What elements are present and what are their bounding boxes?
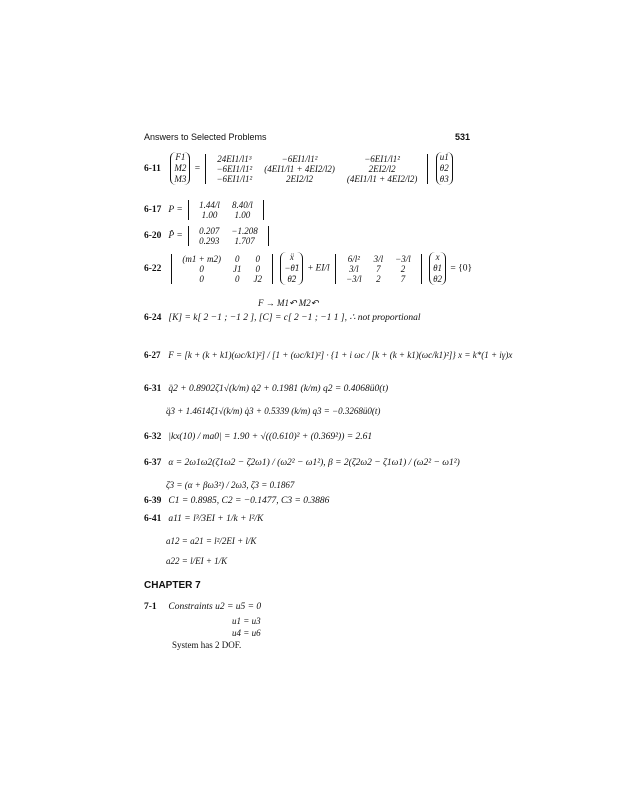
sign-labels: F → M1↶ M2↶ xyxy=(258,298,319,308)
answer-6-20 xyxy=(144,226,272,246)
matrix: 1.44/l 8.40/l 1.00 1.00 xyxy=(188,200,264,220)
mass-matrix: (m1 + m2) 0 0 0 J1 0 0 0 J2 xyxy=(171,254,273,284)
answer-6-39 xyxy=(144,496,329,506)
answer-6-17 xyxy=(144,200,267,220)
answer-6-41 xyxy=(144,514,263,524)
problem-number: 6-32 xyxy=(144,432,162,442)
problem-number: 6-39 xyxy=(144,496,162,506)
answer-6-31 xyxy=(144,384,388,394)
problem-number: 6-37 xyxy=(144,458,162,468)
force-vector xyxy=(170,152,190,185)
problem-number: 6-22 xyxy=(144,263,162,274)
answer-6-37-line-2: ζ3 = (α + βω3²) / 2ω3, ζ3 = 0.1867 xyxy=(166,480,295,490)
answer-6-31-line-2: q̈3 + 1.4614ζ1√(k/m) q̇3 + 0.5339 (k/m) q3 = −0.3268ü0(t) xyxy=(166,406,381,416)
stiffness-matrix: 24EI1/l1³ −6EI1/l1² −6EI1/l1² −6EI1/l1² (4EI1/l1 + 4EI2/l2) 2EI2/l2 −6EI1/l1² 2EI2/l2 (4EI1/l1 + 4EI2/l2) xyxy=(205,154,428,184)
equation: |kx(10) / ma0| = 1.90 + √((0.610)² + (0.369²)) = 2.61 xyxy=(168,432,373,442)
problem-number: 6-11 xyxy=(144,163,161,174)
running-title: Answers to Selected Problems xyxy=(144,132,267,142)
equation: F = [k + (k + k1)(ωc/k1)²] / [1 + (ωc/k1)²] · {1 + i ωc / [k + (k + k1)(ωc/k1)²]} x = k*(1 + iγ)x xyxy=(168,350,513,360)
problem-number: 6-20 xyxy=(144,231,162,242)
answer-6-41-line-3: a22 = l/EI + 1/K xyxy=(166,556,228,566)
answer-6-32 xyxy=(144,432,372,442)
stiffness-matrix: 6/l² 3/l −3/l 3/l 7 2 −3/l 2 7 xyxy=(335,254,422,284)
equation-rhs: = {0} xyxy=(450,263,473,274)
answer-6-41-line-2: a12 = a21 = l²/2EI + l/K xyxy=(166,536,257,546)
coefficient: EI/l xyxy=(315,263,330,274)
equation-line-1: α = 2ω1ω2(ζ1ω2 − ζ2ω1) / (ω2² − ω1²), β = 2(ζ2ω2 − ζ1ω1) / (ω2² − ω1²) xyxy=(168,458,460,468)
problem-number: 6-41 xyxy=(144,514,162,524)
problem-number: 7-1 xyxy=(144,602,157,612)
equation-line-1: q̈2 + 0.8902ζ1√(k/m) q̇2 + 0.1981 (k/m) q2 = 0.4068ü0(t) xyxy=(168,384,389,394)
problem-number: 6-24 xyxy=(144,313,162,323)
equation: C1 = 0.8985, C2 = −0.1477, C3 = 0.3886 xyxy=(168,496,330,506)
equation-lhs: P̂ = xyxy=(168,231,183,242)
equation-lhs: P = xyxy=(168,205,183,216)
equation-line-1: a11 = l³/3EI + 1/k + l²/K xyxy=(168,514,264,524)
constraint-line-1: Constraints u2 = u5 = 0 xyxy=(168,602,262,612)
answer-7-1 xyxy=(144,602,261,612)
problem-number: 6-17 xyxy=(144,205,162,216)
vec-entry: M2 xyxy=(174,163,187,173)
matrix: 0.207 −1.208 0.293 1.707 xyxy=(188,226,269,246)
answer-6-24 xyxy=(144,312,421,323)
displacement-vector: u1 θ2 θ3 xyxy=(436,152,453,185)
constraint-line-3: u4 = u6 xyxy=(232,628,261,638)
problem-number: 6-31 xyxy=(144,384,162,394)
answer-6-27 xyxy=(144,350,512,360)
problem-number: 6-27 xyxy=(144,350,161,360)
dof-statement: System has 2 DOF. xyxy=(172,640,242,650)
acceleration-vector: ẍ −θ̈1 θ̈2 xyxy=(280,252,303,285)
vec-entry: F1 xyxy=(175,152,186,162)
chapter-heading: CHAPTER 7 xyxy=(144,580,201,591)
vec-entry: M3 xyxy=(174,174,187,184)
answer-6-11: 6-11 F1 M2 M3 = 24EI1/l1³ −6EI1/l1² −6EI1/l1² −6EI1/l1² (4EI1/l1 + 4EI2/l2) 2EI2/l2 −6EI1/l1² 2EI2/l2 (4EI1/l1 + 4EI2/l2) u1 θ2 θ3 xyxy=(144,152,455,185)
constraint-line-2: u1 = u3 xyxy=(232,616,261,626)
page-number: 531 xyxy=(455,132,471,142)
answer-6-37 xyxy=(144,458,460,468)
answer-6-22: 6-22 (m1 + m2) 0 0 0 J1 0 0 0 J2 ẍ −θ̈1 θ̈2 + EI/l 6/l² 3/l −3/l 3/l 7 2 −3/l 2 7 x θ1 θ2 = {0} xyxy=(144,252,473,284)
displacement-vector: x θ1 θ2 xyxy=(429,252,446,285)
equation: [K] = k[ 2 −1 ; −1 2 ], [C] = c[ 2 −1 ; −1 1 ], ∴ not proportional xyxy=(168,313,421,323)
